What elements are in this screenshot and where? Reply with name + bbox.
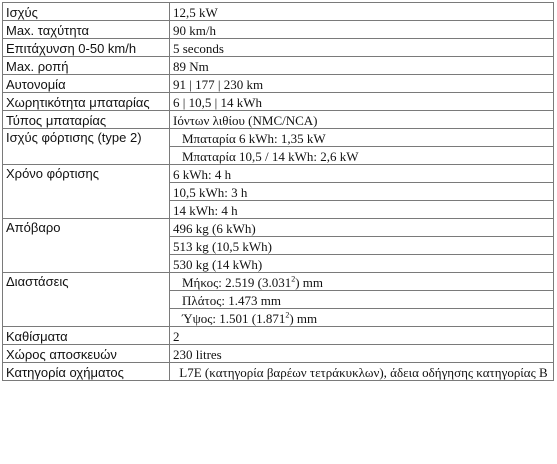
row-value: 10,5 kWh: 3 h (170, 183, 554, 201)
row-value: 6 kWh: 4 h (170, 165, 554, 183)
row-label: Καθίσματα (3, 327, 170, 345)
table-row (3, 57, 554, 75)
row-label: Χώρος αποσκευών (3, 345, 170, 363)
row-label: Κατηγορία οχήματος (3, 363, 170, 381)
row-value: 513 kg (10,5 kWh) (170, 237, 554, 255)
table-row (3, 327, 554, 345)
row-value: 496 kg (6 kWh) (170, 219, 554, 237)
spec-table (2, 2, 554, 381)
row-value: 5 seconds (170, 39, 554, 57)
row-value: 2 (170, 327, 554, 345)
row-label: Αυτονομία (3, 75, 170, 93)
row-value: Ιόντων λιθίου (NMC/NCA) (170, 111, 554, 129)
row-value: L7E (κατηγορία βαρέων τετράκυκλων), άδεια οδήγησης κατηγορίας B (170, 363, 554, 381)
row-value: 14 kWh: 4 h (170, 201, 554, 219)
row-label: Ισχύς (3, 3, 170, 21)
table-row (3, 165, 554, 183)
row-label: Επιτάχυνση 0-50 km/h (3, 39, 170, 57)
table-row (3, 273, 554, 291)
table-row (3, 21, 554, 39)
row-value: 90 km/h (170, 21, 554, 39)
table-row (3, 345, 554, 363)
dimension-length: Μήκος: 2.519 (3.031$^2$) mm (170, 273, 554, 291)
row-label: Διαστάσεις (3, 273, 170, 327)
row-value: 91 | 177 | 230 km (170, 75, 554, 93)
table-row (3, 75, 554, 93)
row-value: 530 kg (14 kWh) (170, 255, 554, 273)
table-row (3, 3, 554, 21)
dimension-width: Πλάτος: 1.473 mm (170, 291, 554, 309)
row-value: Μπαταρία 6 kWh: 1,35 kW (170, 129, 554, 147)
table-row (3, 129, 554, 147)
row-label: Max. ταχύτητα (3, 21, 170, 39)
row-label: Χωρητικότητα μπαταρίας (3, 93, 170, 111)
row-value: 12,5 kW (170, 3, 554, 21)
table-row (3, 363, 554, 381)
row-value: 6 | 10,5 | 14 kWh (170, 93, 554, 111)
row-value: 230 litres (170, 345, 554, 363)
table-row (3, 111, 554, 129)
table-row (3, 219, 554, 237)
row-value: 89 Nm (170, 57, 554, 75)
row-label: Ισχύς φόρτισης (type 2) (3, 129, 170, 165)
row-label: Τύπος μπαταρίας (3, 111, 170, 129)
table-row (3, 39, 554, 57)
row-label: Απόβαρο (3, 219, 170, 273)
row-label: Max. ροπή (3, 57, 170, 75)
table-row (3, 93, 554, 111)
dimension-height: Ύψος: 1.501 (1.871$^2$) mm (170, 309, 554, 327)
row-label: Χρόνο φόρτισης (3, 165, 170, 219)
row-value: Μπαταρία 10,5 / 14 kWh: 2,6 kW (170, 147, 554, 165)
